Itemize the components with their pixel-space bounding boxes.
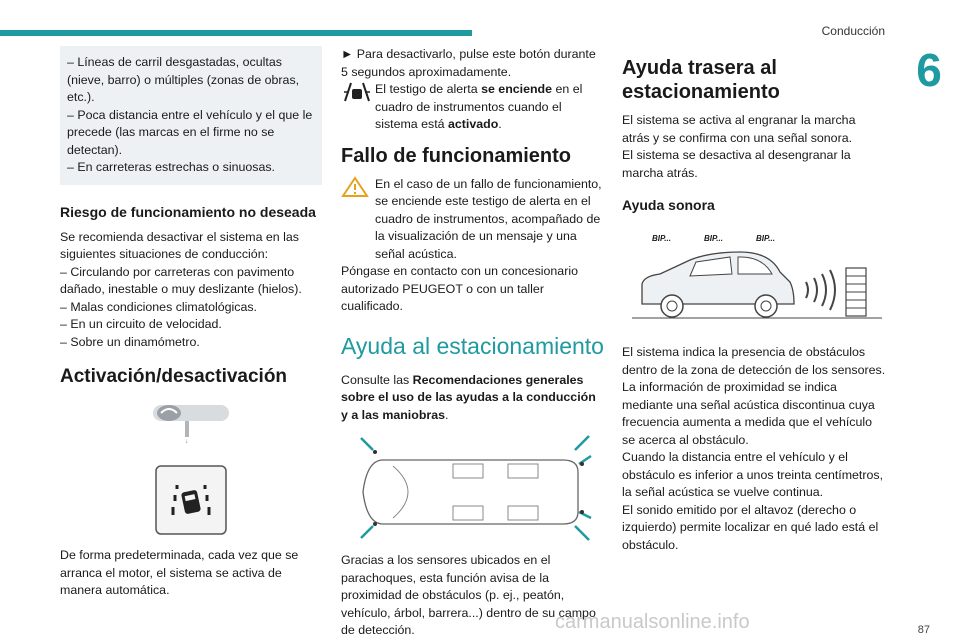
parking-assist-heading: Ayuda al estacionamiento xyxy=(341,332,604,359)
sound-paragraph: El sistema indica la presencia de obstáculos dentro de la zona de detección de los sensores. xyxy=(622,345,886,377)
risk-item: – Circulando por carreteras con pavimento dañado, inestable o muy deslizante (hielos). xyxy=(60,264,302,296)
sound-paragraph: El sonido emitido por el altavoz (derecho o izquierdo) permite localizar en qué lado está el obstáculo. xyxy=(622,502,879,552)
chapter-title: Conducción xyxy=(821,24,885,38)
beep-label: BIP... xyxy=(652,234,671,243)
beep-label: BIP... xyxy=(756,234,775,243)
sound-paragraph: La información de proximidad se indica mediante una señal acústica discontinua cuya frecuencia aumenta a medida que el vehículo se acerca al obstáculo. xyxy=(622,380,875,447)
svg-text:↓: ↓ xyxy=(185,439,188,445)
note-line: – Líneas de carril desgastadas, ocultas (nieve, barro) o múltiples (zonas de obras, etc.). xyxy=(67,55,300,104)
fault-row xyxy=(341,176,605,264)
risk-item: – En un circuito de velocidad. xyxy=(60,317,222,331)
beep-label: BIP... xyxy=(704,234,723,243)
limitations-note-box xyxy=(60,46,322,185)
warning-lamp-row xyxy=(341,81,605,134)
warning-lamp-text: El testigo de alerta se enciende en el cuadro de instrumentos cuando el sistema está activado. xyxy=(375,82,583,131)
chapter-number: 6 xyxy=(916,44,942,96)
lane-warning-lamp-icon xyxy=(341,81,375,109)
fault-heading: Fallo de funcionamiento xyxy=(341,144,572,167)
lane-assist-button-icon xyxy=(60,465,322,535)
audible-assist-illustration xyxy=(630,222,886,328)
risk-item: – Malas condiciones climatológicas. xyxy=(60,299,257,314)
note-line: – Poca distancia entre el vehículo y el que le precede (las marcas en el firme no se detectan). xyxy=(67,107,313,157)
rear-deactivation-text: El sistema se desactiva al desengranar la marcha atrás. xyxy=(622,148,851,180)
fault-contact-text: Póngase en contacto con un concesionario autorizado PEUGEOT o con un taller cualificado. xyxy=(341,264,578,313)
sound-paragraph: Cuando la distancia entre el vehículo y el obstáculo es inferior a unos treinta centímetros, la señal acústica se vuelve continua. xyxy=(622,450,884,499)
car-rear-sensor-icon xyxy=(630,242,886,322)
note-line: – En carreteras estrechas o sinuosas. xyxy=(67,160,275,174)
header-accent-bar xyxy=(0,30,472,36)
fault-text: En el caso de un fallo de funcionamiento, se enciende este testigo de alerta en el cuadro de instrumentos, acompañado de la visualización de un mensaje y una señal acústica. xyxy=(375,176,602,261)
sensors-text: Gracias a los sensores ubicados en el parachoques, esta función avisa de la proximidad de obstáculos (p. ej., peatón, vehículo, árbol, barrera...) dentro de su campo de detección. xyxy=(341,553,596,637)
warning-triangle-icon xyxy=(341,176,375,204)
risk-item: – Sobre un dinamómetro. xyxy=(60,334,200,349)
activation-heading: Activación/desactivación xyxy=(60,366,288,387)
consult-text: Consulte las Recomendaciones generales sobre el uso de las ayudas a la conducción y a las maniobras. xyxy=(341,372,596,422)
deactivate-instruction: ► Para desactivarlo, pulse este botón durante 5 segundos aproximadamente. xyxy=(341,47,596,79)
column-2 xyxy=(341,46,605,640)
rear-parking-heading: Ayuda trasera al estacionamiento xyxy=(622,57,780,103)
sensor-diagram xyxy=(341,432,605,544)
steering-stalk-illustration xyxy=(60,401,322,447)
rear-activation-text: El sistema se activa al engranar la marcha atrás y se confirma con una señal sonora. xyxy=(622,113,856,145)
page-number: 87 xyxy=(917,624,930,636)
audible-assist-heading: Ayuda sonora xyxy=(622,197,715,213)
column-1 xyxy=(60,46,322,600)
risk-intro: Se recomienda desactivar el sistema en las siguientes situaciones de conducción: xyxy=(60,229,299,261)
default-activation-text: De forma predeterminada, cada vez que se arranca el motor, el sistema se activa de manera automática. xyxy=(60,548,299,597)
watermark-text: carmanualsonline.info xyxy=(555,611,750,633)
risk-heading: Riesgo de funcionamiento no deseada xyxy=(60,203,316,220)
column-3 xyxy=(622,46,886,554)
